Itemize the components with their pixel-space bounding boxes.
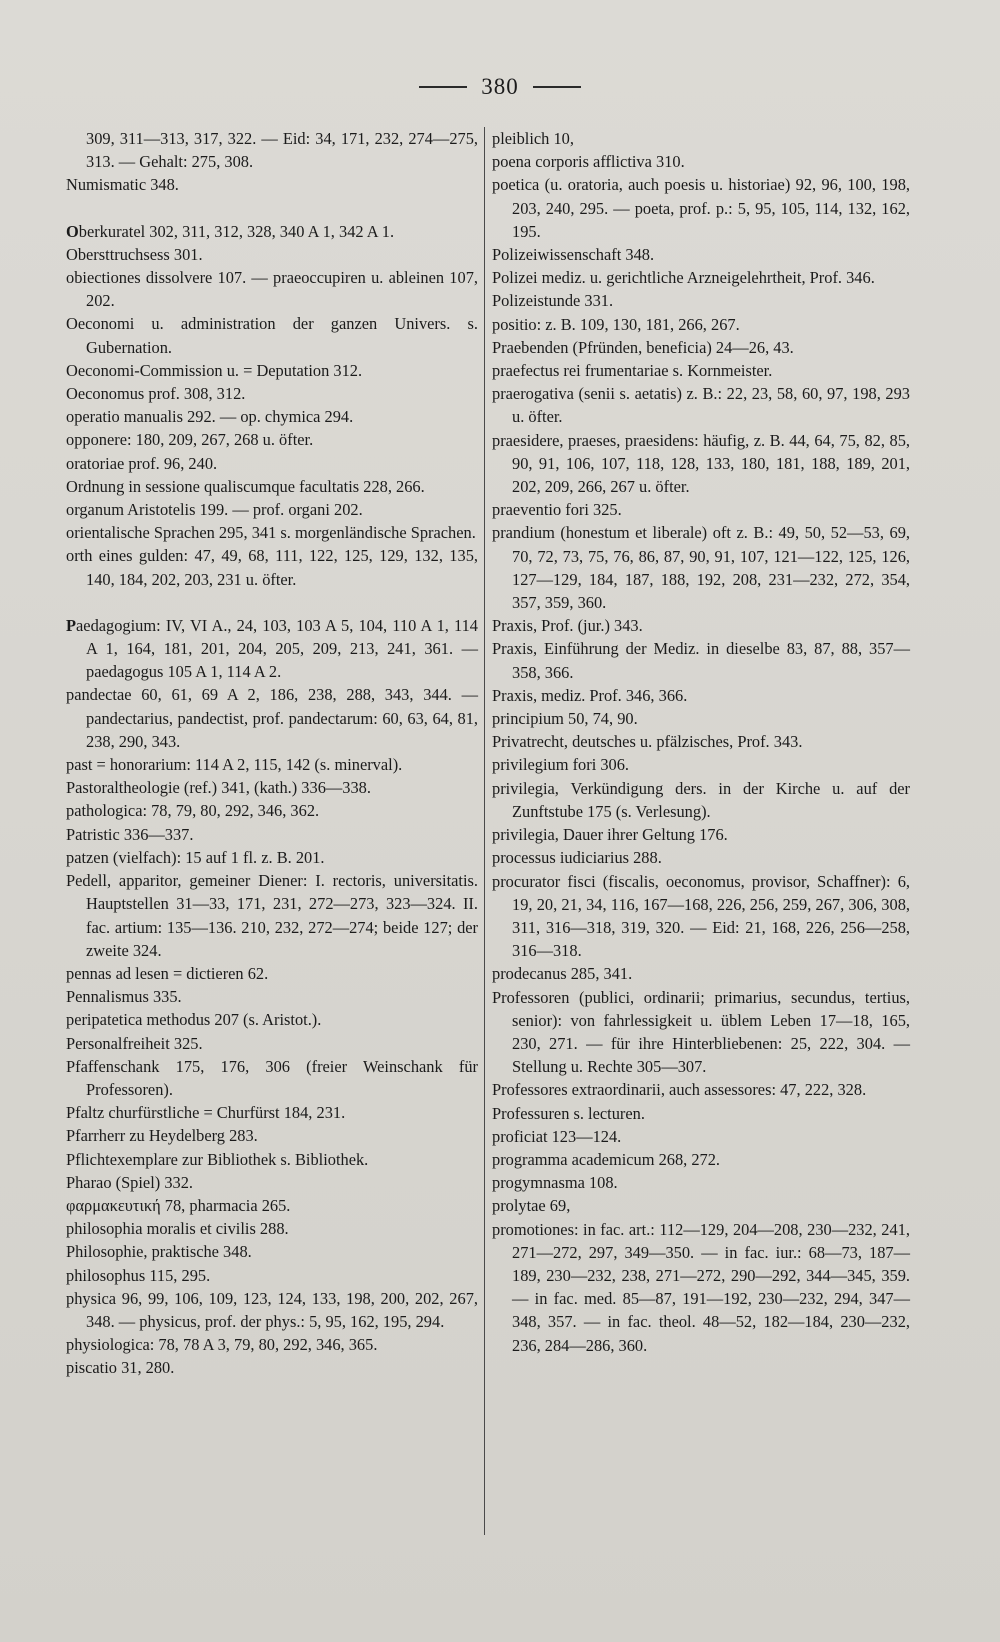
page-number: 380 <box>481 74 519 99</box>
section-initial: P <box>66 615 77 635</box>
index-entry: Privatrecht, deutsches u. pfälzisches, Prof. 343. <box>492 732 803 752</box>
index-entry: piscatio 31, 280. <box>66 1358 175 1378</box>
letter-section-gap <box>66 591 478 614</box>
index-entry: peripatetica methodus 207 (s. Aristot.). <box>66 1010 322 1030</box>
index-entry: Personalfreiheit 325. <box>66 1033 203 1053</box>
column-divider <box>484 127 485 1535</box>
index-entry: privilegia, Verkündigung ders. in der Kirche u. auf der Zunftstube 175 (s. Verlesung). <box>492 778 910 821</box>
index-entry: prandium (honestum et liberale) oft z. B.: 49, 50, 52—53, 69, 70, 72, 73, 75, 76, 86, 87, 90, 91, 107, 121—122, 125, 126, 127—129, 184, 187, 188, 192, 208, 231—232, 272, 354, 357, 359, 360. <box>492 523 910 613</box>
index-entry: proficiat 123—124. <box>492 1126 622 1146</box>
index-entry: Numismatic 348. <box>66 175 179 195</box>
index-entry: Praxis, Prof. (jur.) 343. <box>492 616 643 636</box>
index-column-right <box>492 127 910 1357</box>
section-initial: O <box>66 221 79 241</box>
index-entry: prolytae 69, <box>492 1196 571 1216</box>
index-entry: poena corporis afflictiva 310. <box>492 152 685 172</box>
index-entry: praerogativa (senii s. aetatis) z. B.: 22, 23, 58, 60, 97, 198, 293 u. öfter. <box>492 384 910 427</box>
index-entry: procurator fisci (fiscalis, oeconomus, provisor, Schaffner): 6, 19, 20, 21, 34, 116, 167—168, 226, 256, 259, 267, 306, 308, 311, 316—318, 319, 320. — Eid: 21, 168, 226, 256—258, 316—318. <box>492 871 910 961</box>
index-entry: oratoriae prof. 96, 240. <box>66 453 218 473</box>
page-header <box>0 74 1000 100</box>
index-entry: praeventio fori 325. <box>492 500 622 520</box>
index-entry: pennas ad lesen = dictieren 62. <box>66 963 269 983</box>
index-entry: Pfarrherr zu Heydelberg 283. <box>66 1126 258 1146</box>
index-entry <box>66 614 478 684</box>
index-entry: Praebenden (Pfründen, beneficia) 24—26, 43. <box>492 337 794 357</box>
index-entry: Polizeiwissenschaft 348. <box>492 245 655 265</box>
index-entry: Pfaffenschank 175, 176, 306 (freier Weinschank für Professoren). <box>66 1056 478 1099</box>
index-entry: pandectae 60, 61, 69 A 2, 186, 238, 288, 343, 344. — pandectarius, pandectist, prof. pandectarum: 60, 63, 64, 81, 238, 290, 343. <box>66 685 478 751</box>
index-entry: opponere: 180, 209, 267, 268 u. öfter. <box>66 430 314 450</box>
index-entry: Pedell, apparitor, gemeiner Diener: I. rectoris, universitatis. Hauptstellen 31—33, 171, 231, 272—273, 323—324. II. fac. artium: 135—136. 210, 232, 272—274; beide 127; der zweite 324. <box>66 871 478 960</box>
index-entry: philosophia moralis et civilis 288. <box>66 1219 289 1239</box>
index-entry: pathologica: 78, 79, 80, 292, 346, 362. <box>66 801 320 821</box>
index-entry: Pastoraltheologie (ref.) 341, (kath.) 336—338. <box>66 778 371 798</box>
index-entry: processus iudiciarius 288. <box>492 848 662 868</box>
index-entry: privilegia, Dauer ihrer Geltung 176. <box>492 825 728 845</box>
index-entry: Oeconomi u. administration der ganzen Univers. s. Gubernation. <box>66 314 478 357</box>
index-entry: promotiones: in fac. art.: 112—129, 204—208, 230—232, 241, 271—272, 297, 349—350. — in fac. iur.: 68—73, 187—189, 230—232, 238, 271—272, 290—292, 344—345, 359. — in fac. med. 85—87, 191—192, 230—232, 294, 347—348, 357. — in fac. theol. 48—52, 182—184, 230—232, 236, 284—286, 360. <box>492 1219 910 1355</box>
index-entry: patzen (vielfach): 15 auf 1 fl. z. B. 201. <box>66 847 325 867</box>
index-entry-text: berkuratel 302, 311, 312, 328, 340 A 1, 342 A 1. <box>78 221 395 241</box>
index-entry: Pharao (Spiel) 332. <box>66 1172 194 1192</box>
index-entry: Polizeistunde 331. <box>492 291 614 311</box>
index-entry: prodecanus 285, 341. <box>492 964 633 984</box>
index-entry: praefectus rei frumentariae s. Kornmeister. <box>492 361 773 381</box>
index-entry: Professoren (publici, ordinarii; primarius, secundus, tertius, senior): von fahrlessigkeit u. üblem Leben 17—18, 165, 230, 271. — für ihre Hinterbliebenen: 25, 222, 304. — Stellung u. Rechte 305—307. <box>492 987 910 1077</box>
index-entry: Oeconomi-Commission u. = Deputation 312. <box>66 360 363 380</box>
index-entry: Philosophie, praktische 348. <box>66 1242 252 1262</box>
index-entry-text: aedagogium: IV, VI A., 24, 103, 103 A 5, 104, 110 A 1, 114 A 1, 164, 181, 201, 204, 205, 209, 213, 241, 361. — paedagogus 105 A 1, 114 A 2. <box>76 615 478 682</box>
letter-section-gap <box>66 197 478 220</box>
index-entry: physiologica: 78, 78 A 3, 79, 80, 292, 346, 365. <box>66 1335 378 1355</box>
index-entry: obiectiones dissolvere 107. — praeoccupiren u. ableinen 107, 202. <box>66 268 478 311</box>
index-entry: organum Aristotelis 199. — prof. organi 202. <box>66 500 363 520</box>
index-entry: 309, 311—313, 317, 322. — Eid: 34, 171, 232, 274—275, 313. — Gehalt: 275, 308. <box>86 129 478 172</box>
index-entry: Pfaltz churfürstliche = Churfürst 184, 231. <box>66 1103 346 1123</box>
index-entry: orientalische Sprachen 295, 341 s. morgenländische Sprachen. <box>66 523 476 543</box>
index-entry: positio: z. B. 109, 130, 181, 266, 267. <box>492 314 740 334</box>
index-entry: physica 96, 99, 106, 109, 123, 124, 133, 198, 200, 202, 267, 348. — physicus, prof. der phys.: 5, 95, 162, 195, 294. <box>66 1288 478 1331</box>
index-entry: past = honorarium: 114 A 2, 115, 142 (s. minerval). <box>66 755 403 775</box>
index-entry: Pflichtexemplare zur Bibliothek s. Bibliothek. <box>66 1149 369 1169</box>
index-entry: poetica (u. oratoria, auch poesis u. historiae) 92, 96, 100, 198, 203, 240, 295. — poeta, prof. p.: 5, 95, 105, 114, 132, 162, 195. <box>492 175 910 241</box>
index-column-left <box>66 127 478 1380</box>
header-rule-left <box>419 86 467 88</box>
index-entry: Oeconomus prof. 308, 312. <box>66 384 246 404</box>
index-entry: Ordnung in sessione qualiscumque facultatis 228, 266. <box>66 476 425 496</box>
index-entry: pleiblich 10, <box>492 129 574 148</box>
index-entry: Praxis, mediz. Prof. 346, 366. <box>492 685 688 705</box>
index-entry: φαρμακευτική 78, pharmacia 265. <box>66 1195 291 1215</box>
index-entry: Professores extraordinarii, auch assessores: 47, 222, 328. <box>492 1080 867 1100</box>
index-entry: Praxis, Einführung der Mediz. in dieselbe 83, 87, 88, 357—358, 366. <box>492 639 910 682</box>
index-entry <box>66 220 478 243</box>
index-entry: Patristic 336—337. <box>66 824 194 844</box>
index-entry: Polizei mediz. u. gerichtliche Arzneigelehrtheit, Prof. 346. <box>492 268 875 288</box>
index-entry: Pennalismus 335. <box>66 987 182 1007</box>
index-entry: operatio manualis 292. — op. chymica 294. <box>66 407 354 427</box>
index-entry: principium 50, 74, 90. <box>492 709 638 729</box>
index-entry: Obersttruchsess 301. <box>66 244 203 264</box>
header-rule-right <box>533 86 581 88</box>
index-entry: Professuren s. lecturen. <box>492 1103 645 1123</box>
index-entry: praesidere, praeses, praesidens: häufig, z. B. 44, 64, 75, 82, 85, 90, 91, 106, 107, 118, 128, 133, 180, 181, 188, 189, 201, 202, 209, 266, 267 u. öfter. <box>492 430 910 497</box>
index-entry: progymnasma 108. <box>492 1173 618 1193</box>
index-entry: philosophus 115, 295. <box>66 1265 211 1285</box>
index-entry: privilegium fori 306. <box>492 755 630 775</box>
index-entry: programma academicum 268, 272. <box>492 1149 721 1169</box>
index-entry: orth eines gulden: 47, 49, 68, 111, 122, 125, 129, 132, 135, 140, 184, 202, 203, 231 u. öfter. <box>66 546 478 589</box>
